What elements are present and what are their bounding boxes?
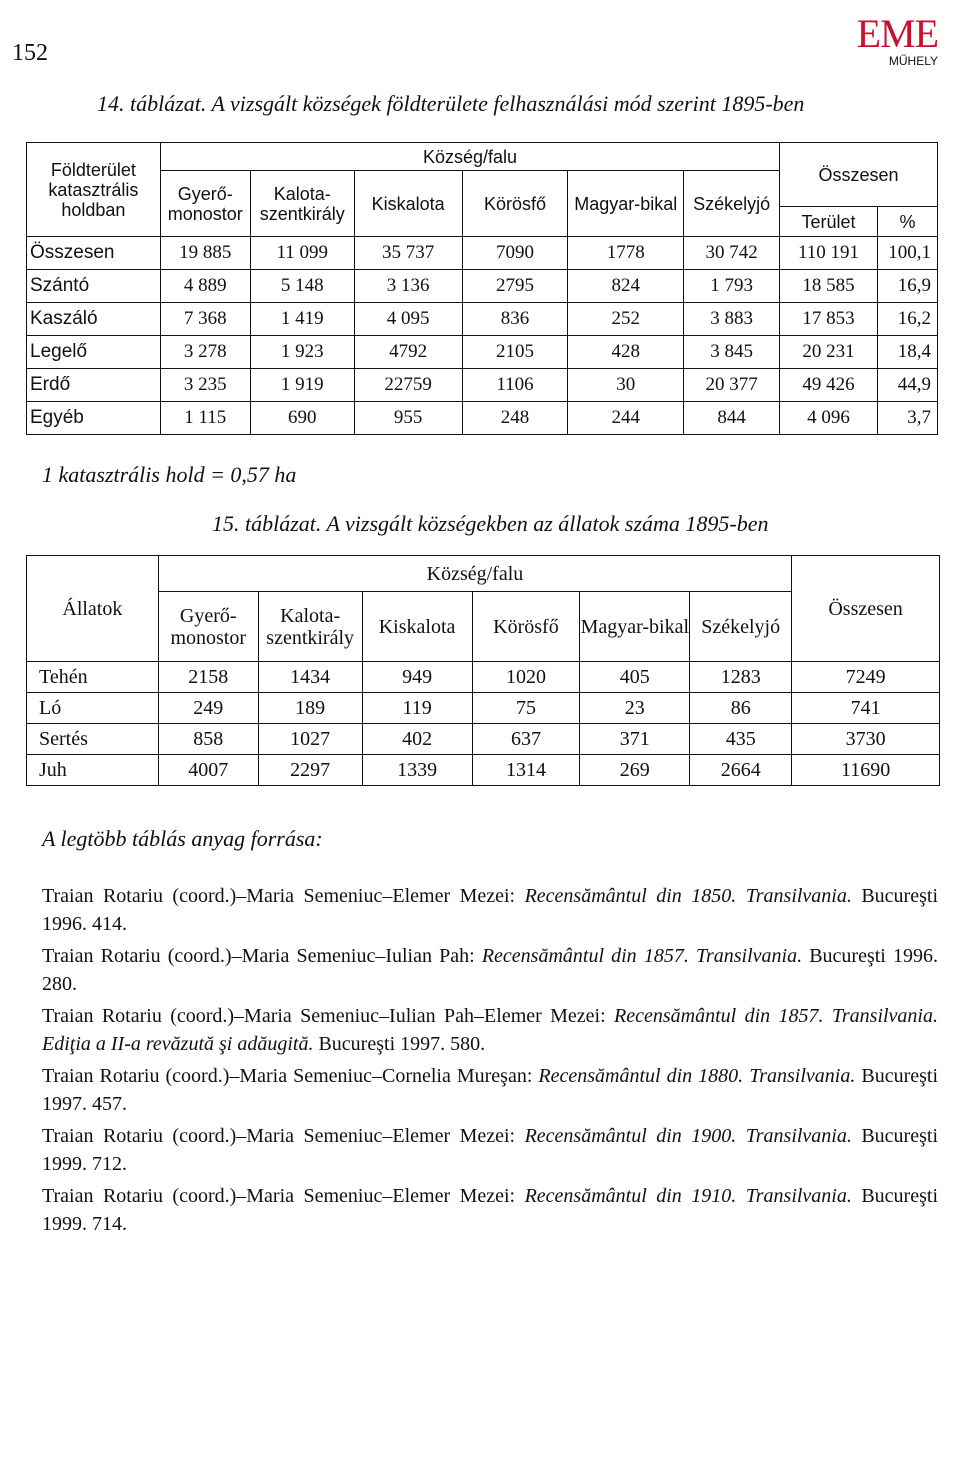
village-header: Kalota-szentkirály	[258, 592, 362, 662]
reference-publication: Bucureşti 1996. 280.	[42, 945, 938, 995]
village-header: Székelyjó	[684, 171, 780, 237]
cell: 4 889	[160, 270, 250, 303]
reference-publication: Bucureşti 1996. 414.	[42, 885, 938, 935]
cell: 17 853	[780, 303, 878, 336]
row-label: Kaszáló	[27, 303, 161, 336]
cell: 1 923	[250, 336, 354, 369]
rowhead-cell	[27, 143, 161, 237]
reference-item	[42, 1062, 938, 1118]
reference-title: Recensământul din 1850. Transilvania.	[524, 885, 852, 907]
cell: 249	[158, 693, 258, 724]
cell: 949	[362, 662, 472, 693]
table-14-caption: 14. táblázat. A vizsgált községek földterülete felhasználási mód szerint 1895-ben	[97, 91, 805, 116]
logo-mark: EME	[856, 11, 938, 56]
cell: 44,9	[877, 369, 937, 402]
cell: 11690	[792, 755, 940, 786]
footnote: 1 katasztrális hold = 0,57 ha	[42, 462, 297, 487]
cell: 1314	[472, 755, 580, 786]
cell: 7090	[462, 237, 568, 270]
village-header: Kiskalota	[362, 592, 472, 662]
cell: 19 885	[160, 237, 250, 270]
land-use-table	[26, 142, 938, 435]
cell: 836	[462, 303, 568, 336]
reference-publication: Bucureşti 1999. 712.	[42, 1125, 938, 1175]
reference-authors: Traian Rotariu (coord.)–Maria Semeniuc–Iulian Pah–Elemer Mezei:	[42, 1005, 615, 1027]
table-row	[27, 662, 940, 693]
cell: 35 737	[354, 237, 462, 270]
reference-item	[42, 942, 938, 998]
cell: 955	[354, 402, 462, 435]
cell: 110 191	[780, 237, 878, 270]
row-label: Juh	[27, 755, 159, 786]
reference-publication: Bucureşti 1997. 580.	[313, 1033, 486, 1055]
group-header: Község/falu	[160, 143, 779, 171]
logo-subtitle: MŰHELY	[888, 54, 938, 68]
cell: 2297	[258, 755, 362, 786]
cell: 4792	[354, 336, 462, 369]
cell: 2158	[158, 662, 258, 693]
village-header: Gyerő-monostor	[160, 171, 250, 237]
cell: 1027	[258, 724, 362, 755]
table-row	[27, 369, 938, 402]
cell: 100,1	[877, 237, 937, 270]
cell: 3,7	[877, 402, 937, 435]
village-header: Körösfő	[462, 171, 568, 237]
cell: 3 883	[684, 303, 780, 336]
reference-item	[42, 882, 938, 938]
cell: 16,9	[877, 270, 937, 303]
table-row	[27, 336, 938, 369]
village-header: Körösfő	[472, 592, 580, 662]
table-row	[27, 303, 938, 336]
cell: 1339	[362, 755, 472, 786]
village-header: Magyar-bikal	[580, 592, 690, 662]
cell: 1283	[690, 662, 792, 693]
cell: 858	[158, 724, 258, 755]
cell: 1 919	[250, 369, 354, 402]
reference-authors: Traian Rotariu (coord.)–Maria Semeniuc–Iulian Pah:	[42, 945, 482, 967]
cell: 1 419	[250, 303, 354, 336]
reference-title: Recensământul din 1857. Transilvania. Ediţia a II-a revăzută şi adăugită.	[42, 1005, 938, 1055]
cell: 3 278	[160, 336, 250, 369]
cell: 3730	[792, 724, 940, 755]
cell: 30 742	[684, 237, 780, 270]
cell: 2664	[690, 755, 792, 786]
cell: 18 585	[780, 270, 878, 303]
cell: 22759	[354, 369, 462, 402]
cell: 371	[580, 724, 690, 755]
cell: 1 115	[160, 402, 250, 435]
cell: 5 148	[250, 270, 354, 303]
cell: 824	[568, 270, 684, 303]
cell: 244	[568, 402, 684, 435]
cell: 637	[472, 724, 580, 755]
row-label: Egyéb	[27, 402, 161, 435]
cell: 741	[792, 693, 940, 724]
cell: 20 231	[780, 336, 878, 369]
reference-authors: Traian Rotariu (coord.)–Maria Semeniuc–Elemer Mezei:	[42, 1125, 525, 1147]
reference-item	[42, 1122, 938, 1178]
cell: 4 096	[780, 402, 878, 435]
table-15-caption: 15. táblázat. A vizsgált községekben az állatok száma 1895-ben	[212, 511, 769, 536]
cell: 4 095	[354, 303, 462, 336]
cell: 844	[684, 402, 780, 435]
reference-publication: Bucureşti 1997. 457.	[42, 1065, 939, 1115]
cell: 119	[362, 693, 472, 724]
reference-publication: Bucureşti 1999. 714.	[42, 1185, 938, 1235]
row-label: Tehén	[27, 662, 159, 693]
rowhead-cell: Állatok	[27, 556, 159, 662]
table-row	[27, 237, 938, 270]
cell: 1434	[258, 662, 362, 693]
cell: 189	[258, 693, 362, 724]
table-row	[27, 693, 940, 724]
rowhead-label: Földterület katasztrális holdban	[48, 159, 139, 220]
reference-item	[42, 1182, 938, 1238]
cell: 248	[462, 402, 568, 435]
village-header: Gyerő-monostor	[158, 592, 258, 662]
village-header: Kiskalota	[354, 171, 462, 237]
reference-title: Recensământul din 1910. Transilvania.	[524, 1185, 852, 1207]
reference-title: Recensământul din 1900. Transilvania.	[524, 1125, 852, 1147]
cell: 428	[568, 336, 684, 369]
reference-item	[42, 1002, 938, 1058]
village-header: Kalota-szentkirály	[250, 171, 354, 237]
cell: 30	[568, 369, 684, 402]
reference-authors: Traian Rotariu (coord.)–Maria Semeniuc–Cornelia Mureşan:	[42, 1065, 539, 1087]
cell: 86	[690, 693, 792, 724]
cell: 23	[580, 693, 690, 724]
cell: 1020	[472, 662, 580, 693]
livestock-table	[26, 555, 940, 786]
village-header: Székelyjó	[690, 592, 792, 662]
row-label: Sertés	[27, 724, 159, 755]
cell: 16,2	[877, 303, 937, 336]
village-header: Magyar-bikal	[568, 171, 684, 237]
page-number: 152	[12, 40, 48, 66]
cell: 4007	[158, 755, 258, 786]
row-label: Összesen	[27, 237, 161, 270]
cell: 435	[690, 724, 792, 755]
cell: 252	[568, 303, 684, 336]
cell: 269	[580, 755, 690, 786]
cell: 690	[250, 402, 354, 435]
table-row	[27, 724, 940, 755]
cell: 7249	[792, 662, 940, 693]
cell: 3 235	[160, 369, 250, 402]
cell: 18,4	[877, 336, 937, 369]
reference-authors: Traian Rotariu (coord.)–Maria Semeniuc–Elemer Mezei:	[42, 885, 525, 907]
row-label: Erdő	[27, 369, 161, 402]
row-label: Szántó	[27, 270, 161, 303]
reference-authors: Traian Rotariu (coord.)–Maria Semeniuc–Elemer Mezei:	[42, 1185, 525, 1207]
percent-header: %	[877, 207, 937, 237]
table-row	[27, 402, 938, 435]
reference-list	[42, 882, 938, 1242]
area-header: Terület	[780, 207, 878, 237]
cell: 11 099	[250, 237, 354, 270]
reference-title: Recensământul din 1857. Transilvania.	[481, 945, 803, 967]
cell: 3 845	[684, 336, 780, 369]
row-label: Ló	[27, 693, 159, 724]
total-header: Összesen	[780, 143, 938, 207]
cell: 1 793	[684, 270, 780, 303]
cell: 49 426	[780, 369, 878, 402]
group-header: Község/falu	[158, 556, 791, 592]
cell: 2795	[462, 270, 568, 303]
row-label: Legelő	[27, 336, 161, 369]
reference-title: Recensământul din 1880. Transilvania.	[538, 1065, 856, 1087]
cell: 7 368	[160, 303, 250, 336]
cell: 20 377	[684, 369, 780, 402]
table-row	[27, 755, 940, 786]
cell: 402	[362, 724, 472, 755]
cell: 1106	[462, 369, 568, 402]
cell: 3 136	[354, 270, 462, 303]
publisher-logo	[856, 11, 938, 68]
cell: 405	[580, 662, 690, 693]
cell: 75	[472, 693, 580, 724]
cell: 1778	[568, 237, 684, 270]
cell: 2105	[462, 336, 568, 369]
total-header: Összesen	[792, 556, 940, 662]
sources-heading: A legtöbb táblás anyag forrása:	[42, 826, 323, 851]
table-row	[27, 270, 938, 303]
